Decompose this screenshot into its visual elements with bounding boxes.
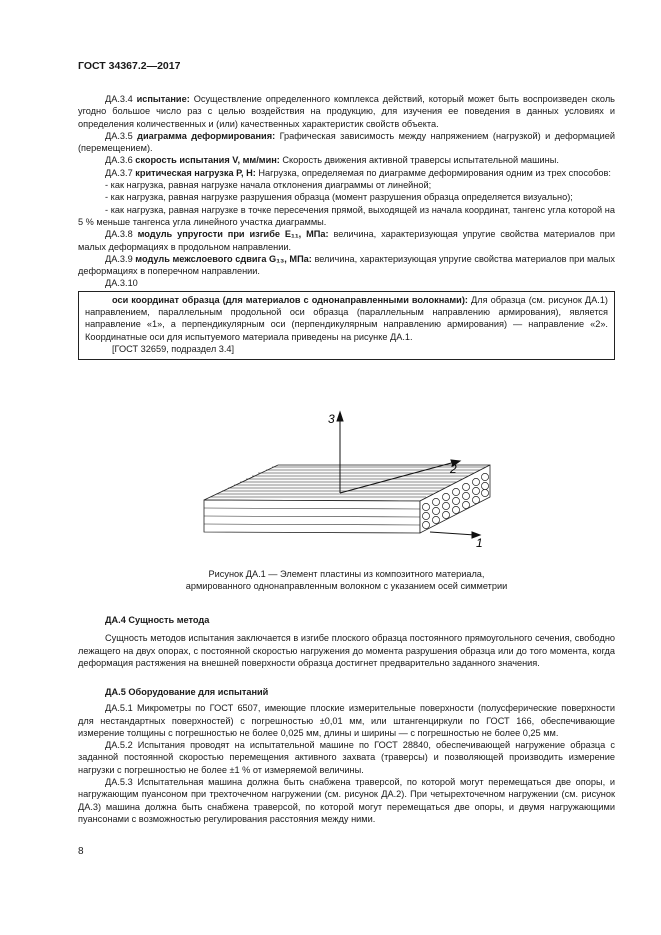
definition-da-3-6: ДА.3.6 скорость испытания V, мм/мин: Скорость движения активной траверсы испытательной машины. <box>105 155 559 166</box>
definition-da-3-5: ДА.3.5 диаграмма деформирования: Графическая зависимость между напряжением (нагрузкой) и деформацией (перемещением). <box>78 130 615 154</box>
dash-item: - как нагрузка, равная нагрузке в точке пересечения прямой, выходящей из начала координат, тангенс угла которой на 5 % меньше тангенса угла линейного участка диаграммы. <box>78 204 615 227</box>
box-reference: [ГОСТ 32659, подраздел 3.4] <box>112 343 235 354</box>
document-header: ГОСТ 34367.2—2017 <box>78 60 181 72</box>
definitions-block <box>78 93 615 360</box>
composite-plate-figure <box>190 405 510 565</box>
axis-1-label: 1 <box>476 536 483 550</box>
definition-da-3-7: ДА.3.7 критическая нагрузка P, Н: Нагрузка, определяемая по диаграмме деформирования одним из трех способов: <box>105 167 611 178</box>
section-5-title: ДА.5 Оборудование для испытаний <box>105 687 269 697</box>
section-4-title: ДА.4 Сущность метода <box>105 615 210 625</box>
axis-2-label: 2 <box>450 462 457 476</box>
dash-item: - как нагрузка, равная нагрузке начала отклонения диаграммы от линейной; <box>105 180 432 191</box>
axis-3-label: 3 <box>328 412 335 426</box>
dash-item: - как нагрузка, равная нагрузке разрушения образца (момент разрушения образца определяется визуально); <box>105 192 573 203</box>
definition-da-3-8: ДА.3.8 модуль упругости при изгибе E₁₁, МПа: величина, характеризующая упругие свойства материалов при малых деформациях в продольном направлении. <box>78 229 615 252</box>
definition-da-3-4: ДА.3.4 испытание: Осуществление определенного комплекса действий, который может быть воспроизведен сколь угодно большое число раз с целью воздействия на продукцию, для изучения ее поведения в данных условиях и определения количественных и (или) качественных характеристик свойств объекта. <box>78 94 615 129</box>
axis-3-arrow-icon <box>337 412 343 421</box>
definition-box <box>78 291 615 360</box>
section-4-text: Сущность методов испытания заключается в изгибе плоского образца постоянного прямоугольного сечения, свободно лежащего на двух опорах, с постоянной скоростью нагружения до момента разрушения образца или до того момента, когда деформация растяжения на внешней поверхности образца достигнет предварительно заданного значения. <box>78 633 615 668</box>
figure-caption: Рисунок ДА.1 — Элемент пластины из композитного материала, армированного однонаправленным волокном с указанием осей симметрии <box>185 569 508 592</box>
axis-1-line <box>430 532 475 535</box>
box-definition: оси координат образца (для материалов с однонаправленными волокнами): Для образца (см. рисунок ДА.1) направлением, параллельным продольной оси образца (параллельным направлению армирования), является направление «1», а перпендикулярным оси (перпендикулярным направлению армирования) — направление «2». Координатные оси для испытуемого материала приведены на рисунке ДА.1. <box>85 294 608 342</box>
definition-da-3-10: ДА.3.10 <box>105 278 138 289</box>
section-5-paragraph: ДА.5.1 Микрометры по ГОСТ 6507, имеющие плоские измерительные поверхности (полусферические поверхности для нестандартных поверхностей) с погрешностью ±0,01 мм, или штангенциркули по ГОСТ 166, обеспечивающие измерение толщины с погрешностью не более 0,025 мм, длины и ширины — с погрешностью не более 0,25 мм. <box>78 703 615 738</box>
section-4 <box>78 614 615 669</box>
section-5-paragraph: ДА.5.3 Испытательная машина должна быть снабжена траверсой, по которой могут перемещаться две опоры, и нагружающим пуансоном при трехточечном нагружении (см. рисунок ДА.2). При четырехточечном нагружении (см. рисунок ДА.3) машина должна быть снабжена траверсой, по которой могут перемещаться две опоры, и двумя нагружающими пуансонами с возможностью регулирования расстояния между ними. <box>78 777 615 824</box>
definition-da-3-9: ДА.3.9 модуль межслоевого сдвига G₁₃, МПа: величина, характеризующая упругие свойства материалов при малых деформациях в поперечном направлении. <box>78 253 615 277</box>
page-number: 8 <box>78 846 84 857</box>
section-5-paragraph: ДА.5.2 Испытания проводят на испытательной машине по ГОСТ 28840, обеспечивающей нагружение образца с заданной постоянной скоростью перемещения активного захвата (траверсы) и позволяющей производить измерение нагрузки с погрешностью не более ±1 % от измеряемой величины. <box>78 740 615 775</box>
section-5 <box>78 686 615 825</box>
